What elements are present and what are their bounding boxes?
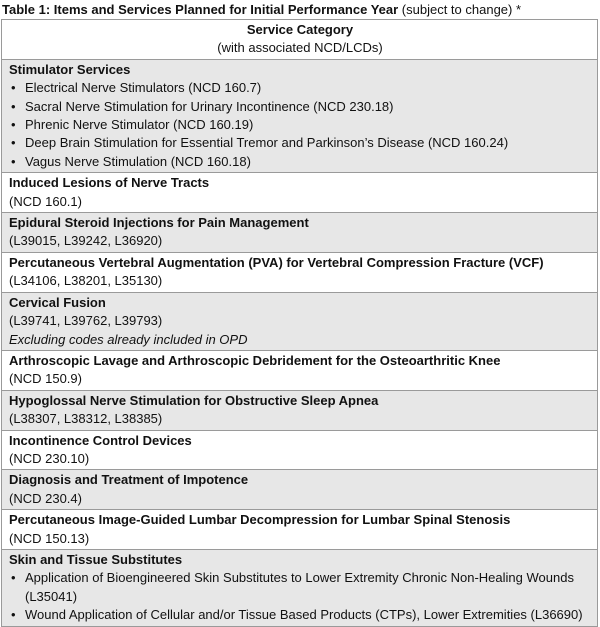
table-row-lumbar-decompression [2, 510, 598, 550]
row-codes: (L39741, L39762, L39793) [9, 313, 163, 329]
row-title: Stimulator Services [9, 61, 131, 77]
table-cell [2, 213, 598, 253]
table-caption-note: (subject to change) * [398, 2, 522, 17]
list-item: • Wound Application of Cellular and/or Tissue Based Products (CTPs), Lower Extremities (L36690) [9, 606, 591, 624]
table-row-impotence [2, 470, 598, 510]
row-title: Induced Lesions of Nerve Tracts [9, 175, 210, 191]
row-codes: (NCD 150.13) [9, 530, 90, 546]
table-row-cervical-fusion [2, 292, 598, 350]
table-row-arthroscopic-lavage [2, 350, 598, 390]
row-title: Percutaneous Image-Guided Lumbar Decompression for Lumbar Spinal Stenosis [9, 512, 511, 528]
header-subtitle: (with associated NCD/LCDs) [217, 40, 383, 56]
table-cell [2, 470, 598, 510]
table-row-skin-substitutes [2, 549, 598, 626]
row-title: Hypoglossal Nerve Stimulation for Obstructive Sleep Apnea [9, 392, 379, 408]
table-cell [2, 252, 598, 292]
table-cell [2, 292, 598, 350]
list-item: • Sacral Nerve Stimulation for Urinary Incontinence (NCD 230.18) [9, 98, 591, 116]
table-row-stimulator-services [2, 59, 598, 172]
table-cell [2, 173, 598, 213]
row-codes: (L39015, L39242, L36920) [9, 233, 163, 249]
table-cell [2, 59, 598, 172]
list-item: • Deep Brain Stimulation for Essential Tremor and Parkinson’s Disease (NCD 160.24) [9, 134, 591, 152]
table-header-row [2, 20, 598, 60]
table-cell [2, 430, 598, 470]
row-bullet-list [9, 79, 591, 171]
table-caption [0, 0, 600, 19]
table-cell [2, 390, 598, 430]
row-codes: (NCD 230.4) [9, 490, 82, 506]
row-title: Arthroscopic Lavage and Arthroscopic Debridement for the Osteoarthritic Knee [9, 352, 501, 368]
header-title: Service Category [246, 22, 354, 37]
table-cell [2, 350, 598, 390]
row-codes: (NCD 230.10) [9, 450, 90, 466]
list-item: • Application of Bioengineered Skin Substitutes to Lower Extremity Chronic Non-Healing Wounds (L35041) [9, 569, 591, 606]
row-note: Excluding codes already included in OPD [9, 331, 248, 347]
list-item: • Electrical Nerve Stimulators (NCD 160.7) [9, 79, 591, 97]
table-header-cell [2, 20, 598, 60]
row-codes: (NCD 160.1) [9, 193, 82, 209]
row-codes: (NCD 150.9) [9, 371, 82, 387]
list-item: • Phrenic Nerve Stimulator (NCD 160.19) [9, 116, 591, 134]
row-title: Skin and Tissue Substitutes [9, 551, 183, 567]
table-row-incontinence-devices [2, 430, 598, 470]
row-title: Percutaneous Vertebral Augmentation (PVA) for Vertebral Compression Fracture (VCF) [9, 254, 544, 270]
row-bullet-list [9, 569, 591, 624]
table-row-epidural-steroid [2, 213, 598, 253]
table-caption-title: Table 1: Items and Services Planned for Initial Performance Year [2, 2, 399, 17]
table-row-hypoglossal-nerve [2, 390, 598, 430]
row-title: Incontinence Control Devices [9, 432, 192, 448]
row-codes: (L34106, L38201, L35130) [9, 273, 163, 289]
table-cell [2, 510, 598, 550]
row-title: Diagnosis and Treatment of Impotence [9, 472, 249, 488]
list-item: • Vagus Nerve Stimulation (NCD 160.18) [9, 153, 591, 171]
row-title: Epidural Steroid Injections for Pain Management [9, 215, 309, 231]
service-category-table [1, 19, 598, 627]
row-codes: (L38307, L38312, L38385) [9, 411, 163, 427]
row-title: Cervical Fusion [9, 294, 106, 310]
table-row-vertebral-augmentation [2, 252, 598, 292]
table-cell [2, 549, 598, 626]
table-row-induced-lesions [2, 173, 598, 213]
